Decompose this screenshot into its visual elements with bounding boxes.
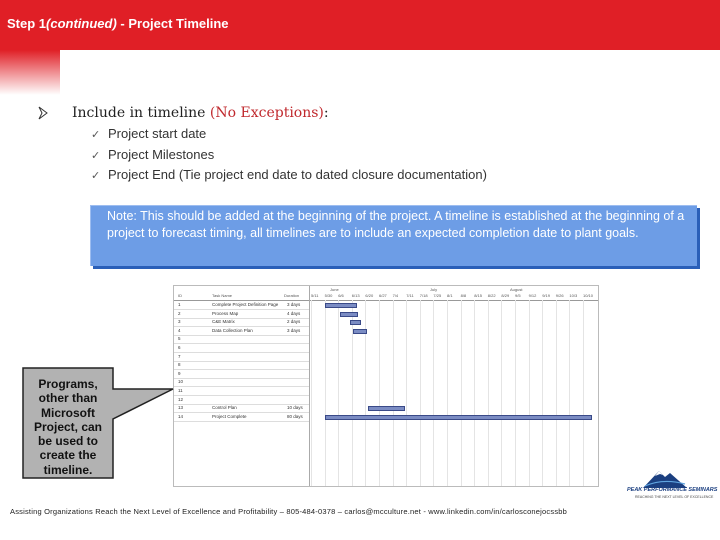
- gantt-gridline: [379, 300, 380, 486]
- check-icon: ✓: [91, 170, 101, 182]
- checklist: [91, 126, 487, 188]
- gantt-gridline: [420, 300, 421, 486]
- gantt-column-header: Duration: [284, 293, 300, 298]
- gantt-month-label: July: [430, 287, 438, 292]
- gantt-date-label: 10/3: [569, 293, 578, 298]
- gantt-chart-screenshot: [173, 285, 599, 487]
- gantt-date-label: 9/26: [555, 293, 564, 298]
- red-accent-fade: [0, 50, 60, 95]
- gantt-task-id: 13: [178, 405, 184, 411]
- logo-name: PEAK PERFORMANCE SEMINARS: [627, 487, 718, 493]
- gantt-task-id: 12: [178, 396, 184, 402]
- gantt-month-label: June: [330, 287, 339, 292]
- gantt-task-id: 8: [178, 362, 181, 368]
- gantt-date-label: 6/6: [338, 293, 344, 298]
- gantt-date-label: 7/25: [433, 293, 442, 298]
- gantt-task-duration: 4 days: [287, 310, 301, 316]
- gantt-task-name: Complete Project Definition Page: [212, 302, 279, 307]
- gantt-task-name: Project Complete: [212, 413, 247, 419]
- gantt-gridline: [569, 300, 570, 486]
- arrow-bullet-icon: [38, 106, 48, 120]
- gantt-date-label: 9/19: [542, 293, 550, 298]
- gantt-task-id: 9: [178, 370, 181, 376]
- note-box: [90, 205, 697, 266]
- gantt-gridline: [311, 300, 312, 486]
- gantt-bar: [368, 406, 405, 411]
- gantt-bar: [325, 303, 357, 308]
- gantt-task-id: 5: [178, 336, 181, 342]
- gantt-gridline: [488, 300, 489, 486]
- title-bar: [0, 0, 720, 50]
- gantt-task-duration: 80 days: [287, 413, 303, 419]
- gantt-date-label: 5/30: [324, 293, 333, 298]
- gantt-date-label: 6/20: [365, 293, 374, 298]
- footer-contact-text: Assisting Organizations Reach the Next Level of Excellence and Profitability – 805-484-0378 – carlos@mcculture.net - www.linkedin.com/in/carlosconejocssbb: [10, 507, 568, 516]
- gantt-date-label: 8/15: [474, 293, 482, 298]
- gantt-gridline: [433, 300, 434, 486]
- main-bullet-point: Include in timeline (No Exceptions):: [72, 105, 329, 121]
- gantt-task-row: [174, 413, 309, 422]
- gantt-task-table: [174, 286, 310, 486]
- gantt-task-id: 14: [178, 413, 184, 419]
- gantt-task-name: Process Map: [212, 310, 239, 316]
- slide-title: Step 1(continued) - Project Timeline: [7, 16, 229, 31]
- gantt-task-id: 2: [178, 310, 181, 316]
- gantt-date-label: 5/11: [311, 293, 319, 298]
- gantt-bar: [353, 329, 367, 334]
- gantt-task-duration: 2 days: [287, 319, 301, 325]
- logo-tagline: REACHING THE NEXT LEVEL OF EXCELLENCE: [635, 495, 714, 499]
- gantt-gridline: [542, 300, 543, 486]
- no-exceptions-label: (No Exceptions): [209, 105, 324, 121]
- gantt-date-label: 7/11: [406, 293, 414, 298]
- company-logo: [625, 468, 718, 502]
- gantt-gridline: [325, 300, 326, 486]
- gantt-task-duration: 3 days: [287, 327, 301, 333]
- gantt-column-header: ID: [178, 293, 182, 298]
- gantt-date-label: 9/12: [528, 293, 537, 298]
- gantt-task-id: 10: [178, 379, 184, 385]
- gantt-date-label: 8/1: [447, 293, 453, 298]
- gantt-task-name: Data Collection Plan: [212, 327, 253, 333]
- check-item: ✓ Project End (Tie project end date to dated closure documentation): [91, 167, 487, 182]
- gantt-task-duration: 10 days: [287, 405, 303, 411]
- gantt-date-label: 8/29: [501, 293, 510, 298]
- note-text: Note: This should be added at the beginning of the project. A timeline is established at the beginning of a project to forecast timing, all timelines are to include an expected completion date to plant goals.: [107, 209, 685, 240]
- gantt-task-id: 6: [178, 345, 181, 350]
- check-icon: ✓: [91, 129, 101, 141]
- gantt-gridline: [447, 300, 448, 486]
- gantt-date-label: 7/4: [392, 293, 399, 298]
- gantt-task-name: C&E Matrix: [212, 319, 235, 325]
- gantt-gridline: [556, 300, 557, 486]
- gantt-gridline: [393, 300, 394, 486]
- gantt-task-id: 4: [178, 327, 181, 333]
- gantt-date-label: 10/10: [583, 293, 594, 298]
- gantt-gridline: [338, 300, 339, 486]
- check-item: ✓ Project start date: [91, 126, 207, 141]
- mountain-logo-icon: [643, 468, 687, 488]
- check-icon: ✓: [91, 149, 101, 162]
- gantt-gridline: [515, 300, 516, 486]
- gantt-gridline: [529, 300, 530, 486]
- gantt-gridline: [461, 300, 462, 486]
- gantt-task-id: 7: [178, 353, 181, 359]
- gantt-date-label: 6/13: [351, 293, 360, 298]
- gantt-task-duration: 3 days: [287, 302, 301, 307]
- gantt-date-label: 7/18: [419, 293, 428, 298]
- gantt-gridline: [406, 300, 407, 486]
- gantt-date-label: 8/8: [460, 293, 467, 298]
- gantt-task-id: 3: [178, 319, 181, 325]
- check-item: ✓ Project Milestones: [91, 146, 215, 162]
- gantt-date-label: 8/22: [487, 293, 496, 298]
- gantt-gridline: [501, 300, 502, 486]
- gantt-bar: [325, 415, 592, 420]
- gantt-bar: [350, 320, 360, 325]
- gantt-task-id: 11: [178, 388, 183, 393]
- gantt-gridline: [474, 300, 475, 486]
- callout-text: Programs, other than Microsoft Project, can be used to create the timeline.: [33, 377, 103, 477]
- gantt-bar: [340, 312, 358, 317]
- gantt-task-id: 1: [178, 302, 181, 307]
- callout-shape: [22, 367, 174, 479]
- gantt-date-label: 9/5: [515, 293, 521, 298]
- gantt-month-label: August: [510, 287, 523, 292]
- gantt-task-name: Control Plan: [212, 405, 237, 411]
- gantt-gridline: [583, 300, 584, 486]
- gantt-date-label: 6/27: [379, 293, 387, 298]
- gantt-column-header: Task Name: [212, 293, 233, 298]
